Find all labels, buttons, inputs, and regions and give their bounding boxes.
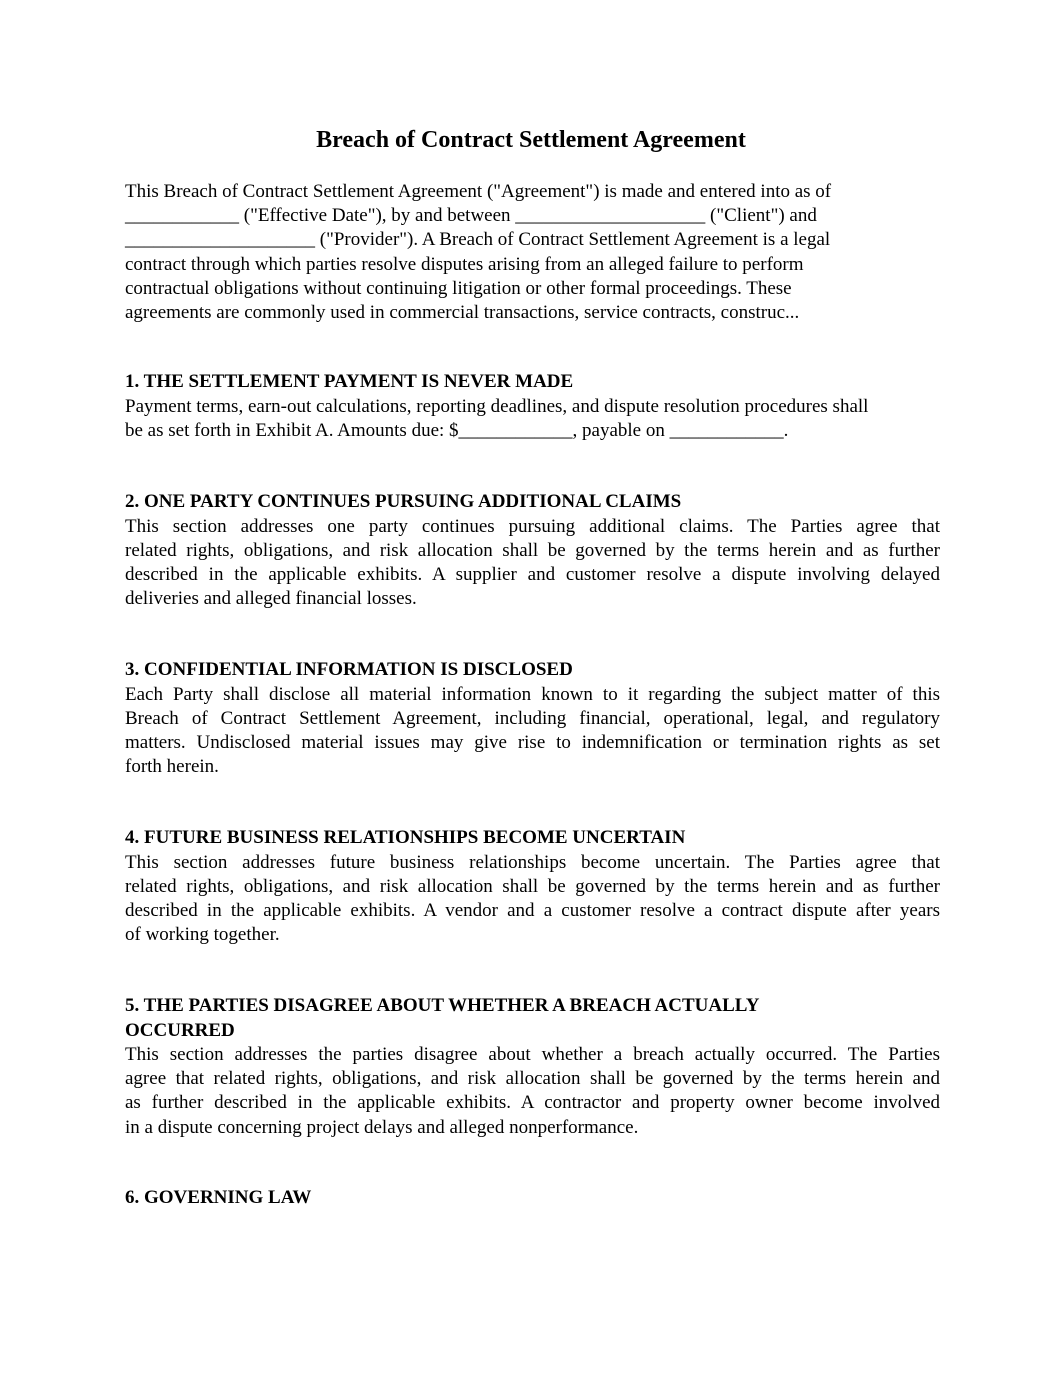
section-settlement-payment xyxy=(125,370,940,443)
section-confidential-information xyxy=(125,658,940,779)
section-body-line: forth herein. xyxy=(125,756,219,778)
section-body-line: matters. Undisclosed material issues may give rise to indemnification or termination rights as set xyxy=(125,731,940,753)
section-heading-line: 4. FUTURE BUSINESS RELATIONSHIPS BECOME UNCERTAIN xyxy=(125,827,686,848)
intro-line: contract through which parties resolve disputes arising from an alleged failure to perform xyxy=(125,253,804,275)
section-body-line: related rights, obligations, and risk allocation shall be governed by the terms herein and as further xyxy=(125,539,940,561)
intro-paragraph xyxy=(125,180,945,325)
section-body-line: deliveries and alleged financial losses. xyxy=(125,588,417,610)
section-body-line: This section addresses future business relationships become uncertain. The Parties agree that xyxy=(125,851,940,873)
section-body-line: in a dispute concerning project delays and alleged nonperformance. xyxy=(125,1116,639,1138)
section-heading xyxy=(125,1186,940,1211)
section-body-line: agree that related rights, obligations, and risk allocation shall be governed by the terms herein and xyxy=(125,1068,940,1090)
section-body-line: This section addresses the parties disagree about whether a breach actually occurred. The Parties xyxy=(125,1044,940,1065)
section-body-line: described in the applicable exhibits. A vendor and a customer resolve a contract dispute after years xyxy=(125,899,940,921)
intro-line: contractual obligations without continuing litigation or other formal proceedings. These xyxy=(125,277,792,299)
document-title: Breach of Contract Settlement Agreement xyxy=(316,127,746,153)
section-heading-line: 3. CONFIDENTIAL INFORMATION IS DISCLOSED xyxy=(125,659,573,680)
section-body-line: of working together. xyxy=(125,924,280,946)
section-heading-line: OCCURRED xyxy=(125,1019,235,1041)
section-heading-line: 5. THE PARTIES DISAGREE ABOUT WHETHER A BREACH ACTUALLY xyxy=(125,995,760,1016)
section-heading-line: 1. THE SETTLEMENT PAYMENT IS NEVER MADE xyxy=(125,371,574,392)
section-body-line: Payment terms, earn-out calculations, reporting deadlines, and dispute resolution procedures shall xyxy=(125,395,869,417)
intro-line: ____________________ ("Provider"). A Breach of Contract Settlement Agreement is a legal xyxy=(125,229,831,251)
section-body xyxy=(125,1043,940,1140)
section-body-line: Each Party shall disclose all material information known to it regarding the subject matter of this xyxy=(125,683,940,705)
intro-line: agreements are commonly used in commercial transactions, service contracts, construc... xyxy=(125,302,800,324)
section-heading xyxy=(125,370,940,395)
section-future-relationships xyxy=(125,826,940,947)
section-breach-disagreement xyxy=(125,994,940,1140)
section-body-line: be as set forth in Exhibit A. Amounts due: $____________, payable on ____________. xyxy=(125,419,789,441)
section-body-line: described in the applicable exhibits. A supplier and customer resolve a dispute involving delayed xyxy=(125,563,940,585)
section-governing-law xyxy=(125,1186,940,1211)
section-heading xyxy=(125,826,940,851)
intro-line: ____________ ("Effective Date"), by and between ____________________ ("Client") and xyxy=(125,205,817,227)
section-body xyxy=(125,851,940,948)
section-heading xyxy=(125,490,940,515)
intro-line: This Breach of Contract Settlement Agreement ("Agreement") is made and entered into as of xyxy=(125,181,832,202)
section-heading xyxy=(125,658,940,683)
section-body xyxy=(125,515,940,612)
section-body xyxy=(125,395,940,443)
section-body xyxy=(125,683,940,780)
section-body-line: as further described in the applicable exhibits. A contractor and property owner become involved xyxy=(125,1092,940,1114)
section-heading-line: 2. ONE PARTY CONTINUES PURSUING ADDITIONAL CLAIMS xyxy=(125,491,682,512)
section-heading xyxy=(125,994,940,1043)
section-heading-line: 6. GOVERNING LAW xyxy=(125,1187,312,1208)
section-body-line: This section addresses one party continues pursuing additional claims. The Parties agree that xyxy=(125,515,940,537)
section-body-line: related rights, obligations, and risk allocation shall be governed by the terms herein and as further xyxy=(125,875,940,897)
section-body-line: Breach of Contract Settlement Agreement, including financial, operational, legal, and regulatory xyxy=(125,707,940,729)
section-additional-claims xyxy=(125,490,940,611)
